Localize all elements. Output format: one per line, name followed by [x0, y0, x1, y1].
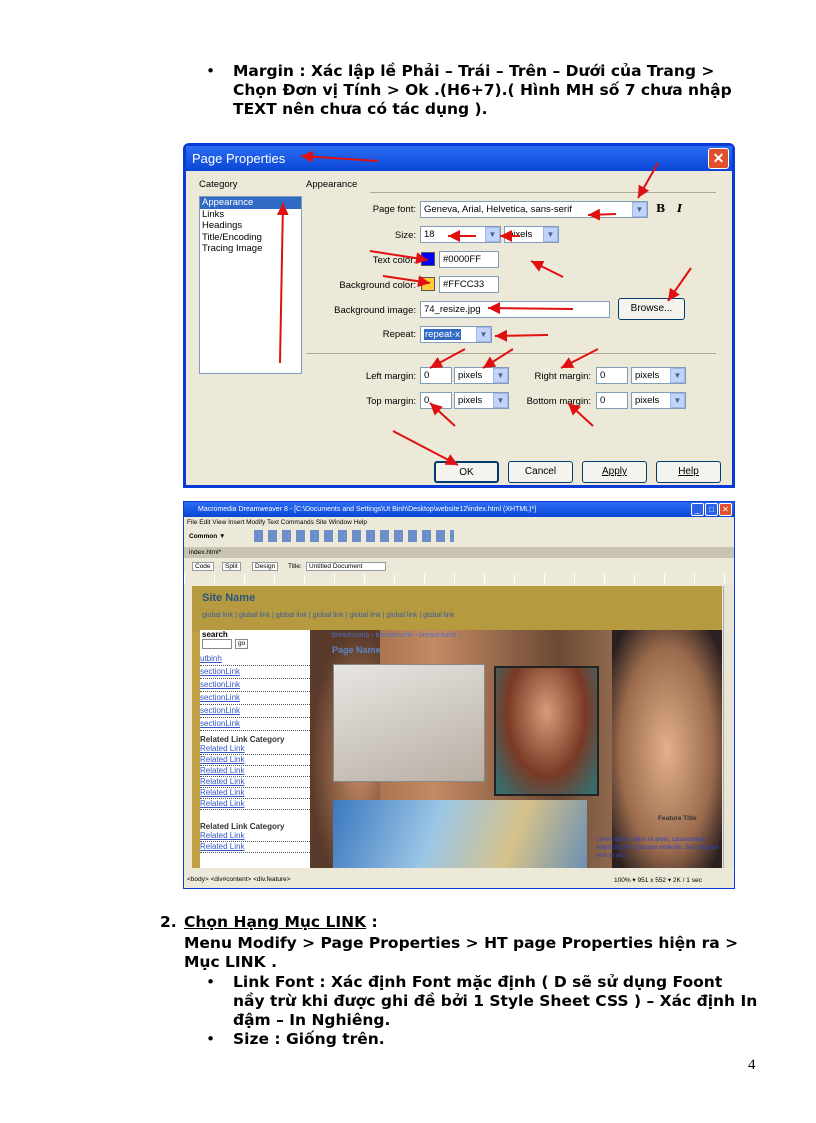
title-field[interactable]: Untitled Document	[306, 562, 386, 571]
bold-button[interactable]: B	[656, 202, 666, 215]
section2-heading-text: Chọn Hạng Mục LINK	[184, 913, 367, 931]
maximize-icon[interactable]: □	[705, 503, 718, 516]
bg-color-label: Background color:	[339, 280, 416, 291]
go-button[interactable]: go	[235, 639, 248, 649]
bg-color-field[interactable]: #FFCC33	[439, 276, 499, 293]
blonde-photo	[333, 800, 587, 868]
category-appearance[interactable]: Appearance	[200, 197, 301, 209]
chevron-down-icon: ▼	[543, 227, 558, 242]
bg-image-label: Background image:	[334, 305, 416, 316]
global-nav[interactable]: global link | global link | global link | global link | global link | global link | global link	[202, 612, 455, 619]
right-margin-label: Right margin:	[534, 371, 591, 382]
section2-path: Menu Modify > Page Properties > HT page Properties hiện ra > Mục LINK .	[184, 934, 739, 971]
page-name: Page Name	[332, 645, 381, 655]
ok-button[interactable]: OK	[434, 461, 499, 483]
margin-bullet: • Margin : Xác lập lề Phải – Trái – Trên – Dưới của Trang > Chọn Đơn vị Tính > Ok .(H6+7).( Hình MH số 7 chưa nhập TEXT nên chưa có tác dụng ).	[233, 62, 763, 119]
chevron-down-icon: ▼	[493, 393, 508, 408]
split-button[interactable]: Split	[222, 562, 241, 571]
related-link[interactable]: Related Link	[200, 744, 310, 755]
section2-heading-tail: :	[366, 913, 378, 931]
category-title-encoding[interactable]: Title/Encoding	[202, 231, 262, 243]
global-link[interactable]: global link	[202, 612, 234, 619]
global-link[interactable]: global link	[312, 612, 344, 619]
global-link[interactable]: global link	[238, 612, 270, 619]
apply-button[interactable]: Apply	[582, 461, 647, 483]
breadcrumb[interactable]: breadcrumb › breadcrumb › breadcrumb ›	[332, 632, 461, 639]
feature-title: Feature Title	[658, 815, 697, 822]
chevron-down-icon: ▼	[476, 327, 491, 342]
left-margin-label: Left margin:	[365, 371, 416, 382]
bg-image-field[interactable]: 74_resize.jpg	[420, 301, 610, 318]
section-link[interactable]: sectionLink	[200, 705, 310, 718]
site-name: Site Name	[202, 592, 256, 604]
chevron-down-icon: ▼	[485, 227, 500, 242]
bottom-margin-label: Bottom margin:	[526, 396, 591, 407]
bottom-margin-unit-value: pixels	[635, 395, 660, 406]
dw-menubar[interactable]: File Edit View Insert Modify Text Commands Site Window Help	[187, 519, 368, 526]
page-properties-dialog	[183, 143, 735, 488]
close-icon[interactable]: ✕	[708, 148, 729, 169]
portrait-photo-right	[612, 630, 722, 868]
category-links[interactable]: Links	[202, 208, 225, 220]
beach-photo	[333, 664, 485, 782]
bottom-margin-field[interactable]: 0	[596, 392, 628, 409]
tag-selector[interactable]: <body> <div#content> <div.feature>	[187, 876, 291, 883]
category-label: Category	[199, 179, 238, 190]
section-link[interactable]: sectionLink	[200, 692, 310, 705]
dialog-title: Page Properties	[192, 151, 286, 166]
page-font-value: Geneva, Arial, Helvetica, sans-serif	[424, 204, 572, 215]
size-bullet: • Size : Giống trên.	[233, 1030, 758, 1049]
size-label: Size:	[394, 230, 416, 241]
global-link[interactable]: global link	[386, 612, 418, 619]
section-link[interactable]: utbinh	[200, 653, 310, 666]
search-input[interactable]	[202, 639, 232, 649]
global-link[interactable]: global link	[423, 612, 455, 619]
sidebar	[200, 630, 310, 868]
size-unit-value: pixels	[508, 229, 533, 240]
text-color-field[interactable]: #0000FF	[439, 251, 499, 268]
chevron-down-icon: ▼	[632, 202, 647, 217]
cancel-button[interactable]: Cancel	[508, 461, 573, 483]
related-link[interactable]: Related Link	[200, 755, 310, 766]
global-link[interactable]: global link	[349, 612, 381, 619]
related-heading-2: Related Link Category	[200, 822, 285, 831]
section-link[interactable]: sectionLink	[200, 679, 310, 692]
dreamweaver-window	[183, 501, 735, 889]
repeat-value: repeat-x	[425, 329, 460, 340]
status-right: 100% ▾ 951 x 552 ▾ 2K / 1 sec	[614, 877, 702, 884]
page-number: 4	[748, 1057, 756, 1073]
top-margin-unit-value: pixels	[458, 395, 483, 406]
section-link[interactable]: sectionLink	[200, 666, 310, 679]
category-tracing-image[interactable]: Tracing Image	[202, 243, 263, 254]
browse-button[interactable]: Browse...	[618, 298, 685, 320]
right-margin-unit-value: pixels	[635, 370, 660, 381]
top-margin-field[interactable]: 0	[420, 392, 452, 409]
left-margin-unit-value: pixels	[458, 370, 483, 381]
italic-button[interactable]: I	[677, 202, 683, 215]
design-button[interactable]: Design	[252, 562, 278, 571]
insert-tab[interactable]: Common ▼	[189, 533, 226, 540]
dw-titlebar: Macromedia Dreamweaver 8 - [C:\Documents and Settings\Ut Binh\Desktop\website12\index.html (XHTML)*]	[184, 502, 734, 517]
doc-tab[interactable]: index.html*	[189, 549, 222, 556]
repeat-label: Repeat:	[382, 329, 416, 340]
search-label: search	[202, 630, 228, 639]
help-button[interactable]: Help	[656, 461, 721, 483]
chevron-down-icon: ▼	[670, 393, 685, 408]
related-link[interactable]: Related Link	[200, 777, 310, 788]
right-margin-field[interactable]: 0	[596, 367, 628, 384]
related-link[interactable]: Related Link	[200, 766, 310, 777]
left-margin-field[interactable]: 0	[420, 367, 452, 384]
lorem-text: Lorem ipsum dolor sit amet, consectetuer adipiscing elit. Quisque molestie. Sed aliquam sem ut arcu.	[596, 837, 719, 859]
chevron-down-icon: ▼	[493, 368, 508, 383]
text-color-label: Text color:	[372, 255, 416, 266]
page-font-label: Page font:	[372, 204, 416, 215]
close-icon[interactable]: ✕	[719, 503, 732, 516]
section-title: Appearance	[306, 179, 358, 190]
related-link[interactable]: Related Link	[200, 842, 310, 853]
code-button[interactable]: Code	[192, 562, 214, 571]
title-label: Title:	[288, 563, 302, 570]
size-value: 18	[424, 229, 435, 240]
related-link[interactable]: Related Link	[200, 788, 310, 799]
related-link[interactable]: Related Link	[200, 831, 310, 842]
insert-toolbar-icons[interactable]	[254, 530, 454, 542]
link-font-bullet: • Link Font : Xác định Font mặc định ( D sẽ sử dụng Foont nầy trừ khi được ghi đề bởi 1 Style Sheet CSS ) – Xác định In đậm – In Nghiêng.	[233, 973, 758, 1030]
minimize-icon[interactable]: _	[691, 503, 704, 516]
vertical-scrollbar[interactable]	[723, 586, 733, 868]
chevron-down-icon: ▼	[670, 368, 685, 383]
related-link[interactable]: Related Link	[200, 799, 310, 810]
section-link[interactable]: sectionLink	[200, 718, 310, 731]
design-view	[192, 586, 722, 868]
ruler	[184, 574, 735, 584]
top-margin-label: Top margin:	[366, 396, 416, 407]
portrait-photo-center	[494, 666, 599, 796]
global-link[interactable]: global link	[275, 612, 307, 619]
annotation-arrows	[183, 143, 735, 488]
section2-heading	[184, 913, 378, 932]
related-heading: Related Link Category	[200, 735, 285, 744]
category-headings[interactable]: Headings	[202, 220, 243, 231]
section2-number: 2.	[160, 913, 177, 931]
